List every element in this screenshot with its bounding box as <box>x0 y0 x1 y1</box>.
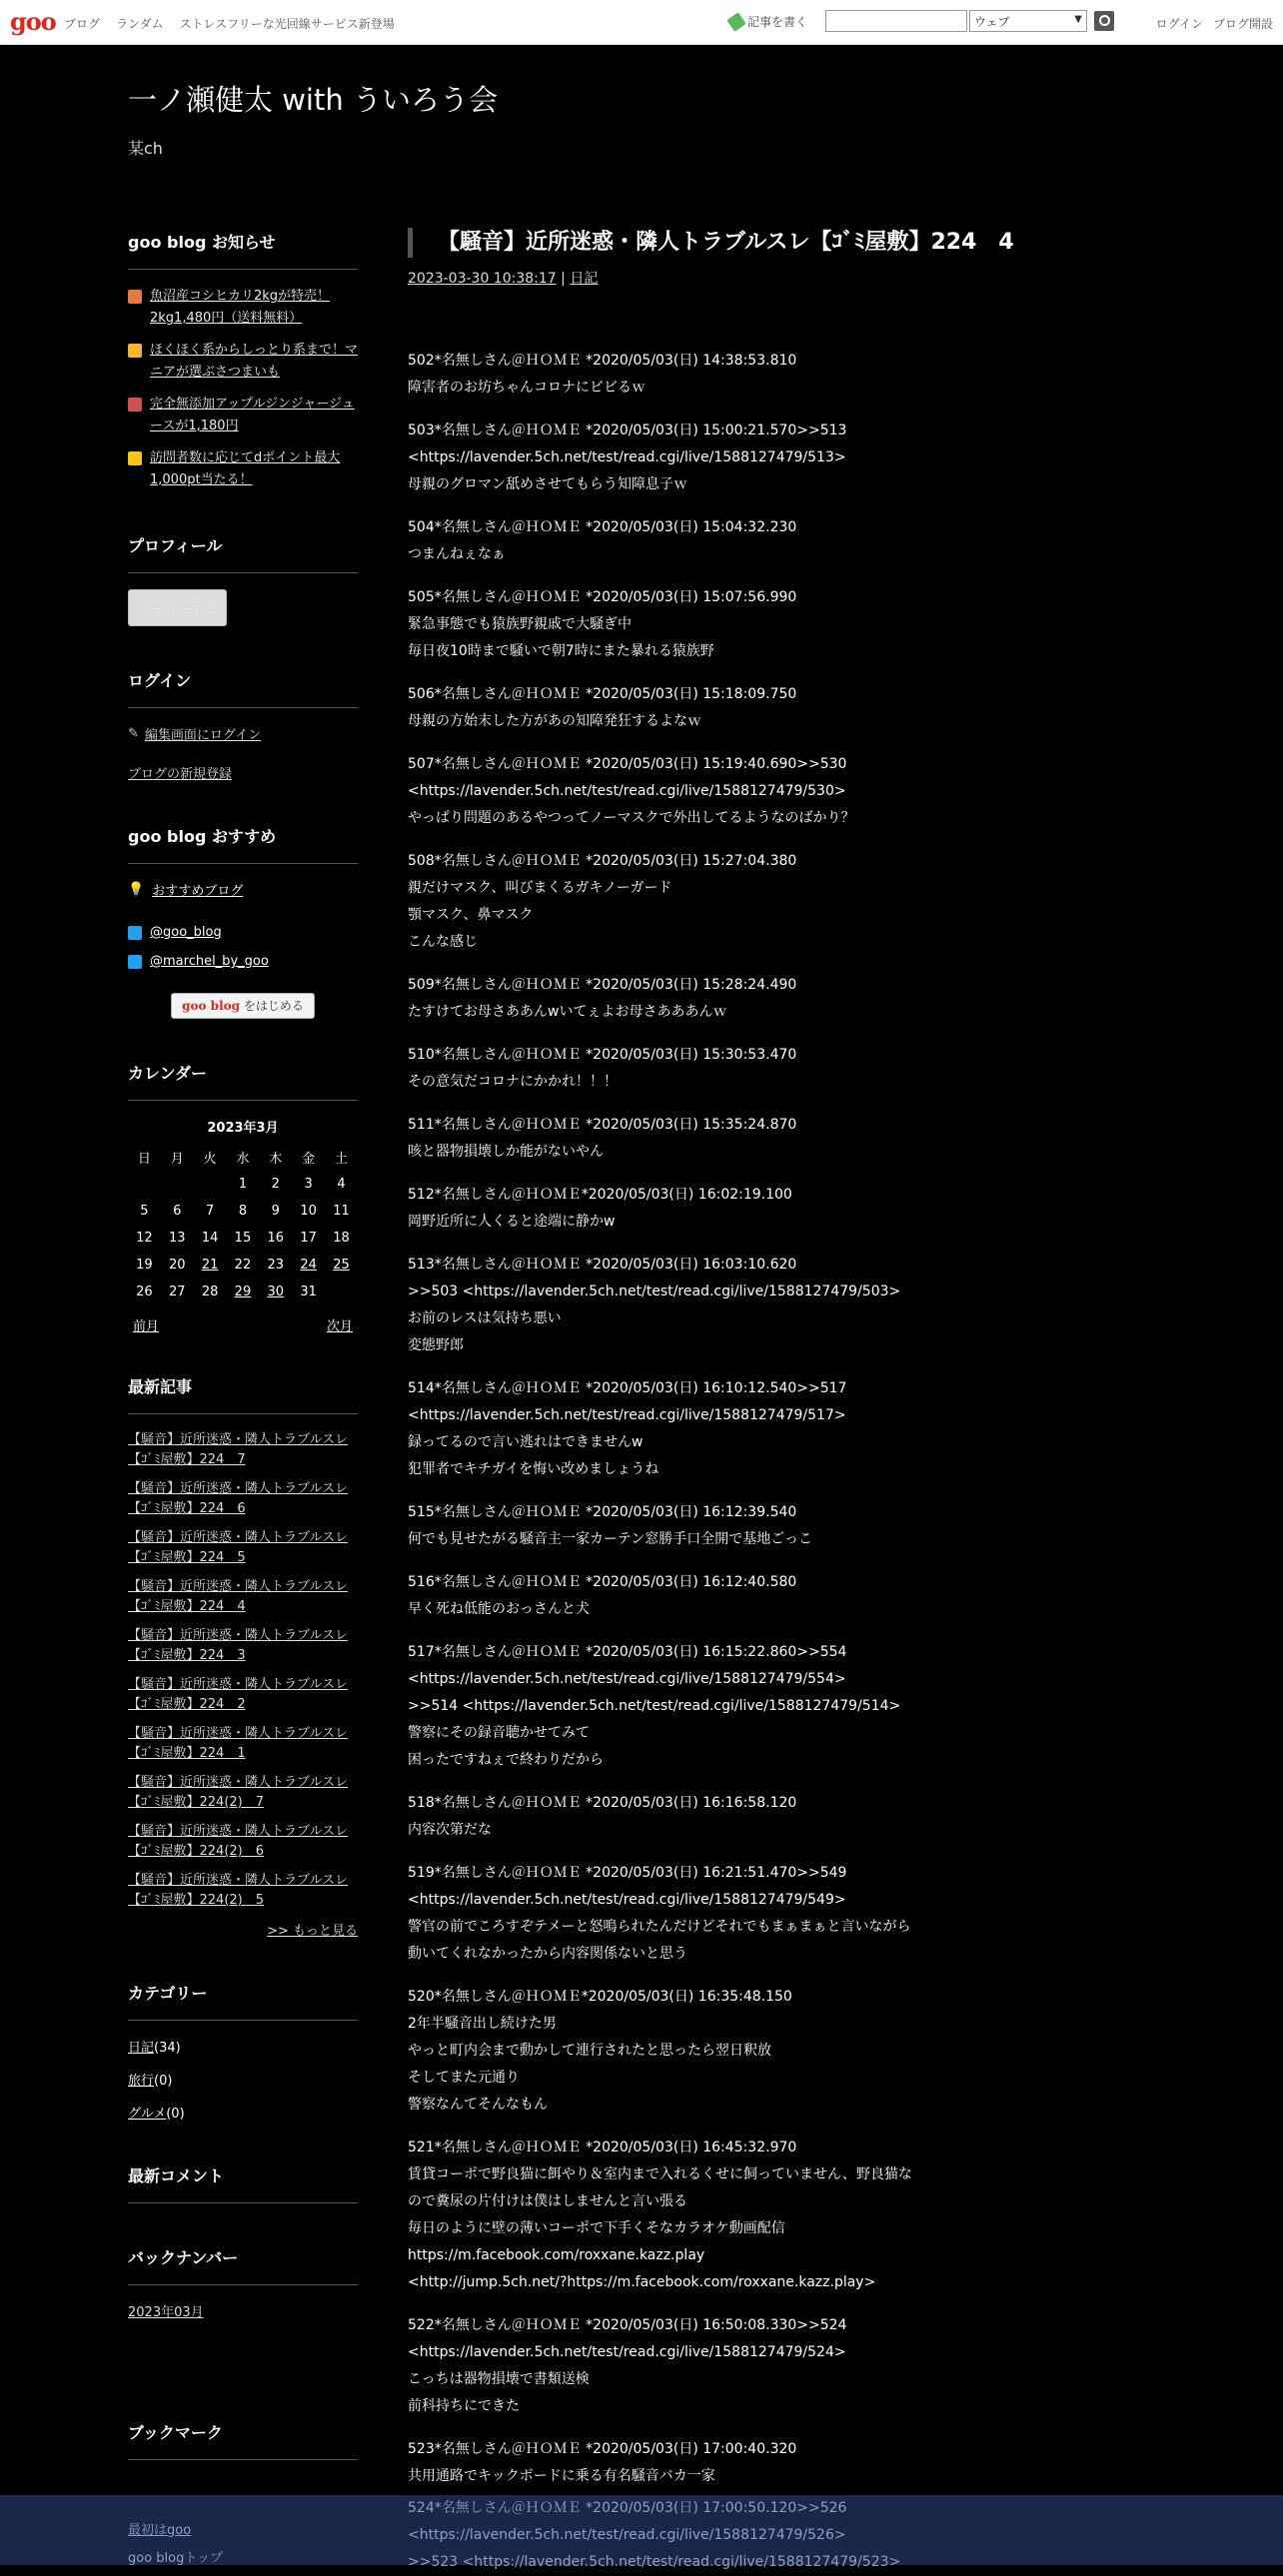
response-line: 岡野近所に人くると途端に静かw <box>408 1214 616 1230</box>
twitter-goo-blog-link[interactable]: @goo_blog <box>150 925 222 940</box>
calendar-day <box>194 1171 227 1198</box>
calendar-day <box>161 1171 194 1198</box>
sidebar <box>128 230 358 2502</box>
response-header: 507*名無しさん＠ＨＯＭＥ *2020/05/03(日) 15:19:40.690>>530 <box>408 756 847 772</box>
calendar-day: 12 <box>136 1231 153 1246</box>
comments-heading: 最新コメント <box>128 2163 358 2203</box>
response-line: <http://jump.5ch.net/?https://m.facebook.com/roxxane.kazz.play> <box>408 2274 876 2290</box>
recent-article-link[interactable]: 【騒音】近所迷惑・隣人トラブルスレ【ｺﾞﾐ屋敷】224(2) 6 <box>128 1824 349 1859</box>
calendar-day: 27 <box>168 1285 186 1299</box>
response-block <box>408 1112 1027 1166</box>
recent-article-link[interactable]: 【騒音】近所迷惑・隣人トラブルスレ【ｺﾞﾐ屋敷】224 1 <box>128 1726 349 1761</box>
response-header: 514*名無しさん＠ＨＯＭＥ *2020/05/03(日) 16:10:12.540>>517 <box>408 1380 847 1396</box>
response-block <box>408 848 1027 956</box>
calendar-day: 7 <box>205 1204 215 1219</box>
response-block <box>408 584 1027 665</box>
response-line: やっぱり問題のあるやつってノーマスクで外出してるようなのばかり？ <box>408 810 855 826</box>
response-line: <https://lavender.5ch.net/test/read.cgi/live/1588127479/524> <box>408 2344 846 2360</box>
login-heading: ログイン <box>128 668 358 708</box>
bookmark-link[interactable]: goo blogトップ <box>128 2551 223 2566</box>
nav-random[interactable]: ランダム <box>116 17 164 31</box>
response-header: 509*名無しさん＠ＨＯＭＥ *2020/05/03(日) 15:28:24.490 <box>408 977 797 993</box>
weekday-label: 金 <box>302 1152 316 1167</box>
response-line: 賃貸コーポで野良猫に餌やり＆室内まで入れるくせに飼っていません、野良猫な <box>408 2166 912 2182</box>
response-line: その意気だコロナにかかれ！！！ <box>408 1074 618 1090</box>
response-header: 502*名無しさん＠ＨＯＭＥ *2020/05/03(日) 14:38:53.810 <box>408 353 797 369</box>
recent-heading: 最新記事 <box>128 1374 358 1414</box>
calendar-day: 3 <box>304 1177 313 1192</box>
response-line: 毎日夜10時まで騒いで朝7時にまた暴れる猿族野 <box>408 643 714 659</box>
calendar <box>128 1117 358 1305</box>
category-count: (34) <box>154 2041 181 2056</box>
calendar-heading: カレンダー <box>128 1061 358 1101</box>
response-line: >>514 <https://lavender.5ch.net/test/read.cgi/live/1588127479/514> <box>408 1698 901 1714</box>
response-line: やっと町内会まで動かして連行されたと思ったら翌日釈放 <box>408 2043 771 2059</box>
response-block <box>408 2312 1027 2420</box>
response-line: つまんねぇなぁ <box>408 546 506 562</box>
recent-article-link[interactable]: 【騒音】近所迷惑・隣人トラブルスレ【ｺﾞﾐ屋敷】224 7 <box>128 1432 349 1467</box>
calendar-day: 16 <box>267 1231 285 1246</box>
response-block <box>408 1252 1027 1359</box>
response-header: 517*名無しさん＠ＨＯＭＥ *2020/05/03(日) 16:15:22.860>>554 <box>408 1644 847 1660</box>
calendar-day: 9 <box>271 1204 280 1219</box>
category-count: (0) <box>154 2074 173 2089</box>
calendar-caption: 2023年3月 <box>207 1121 279 1136</box>
bookmark-heading: ブックマーク <box>128 2420 358 2460</box>
lightbulb-icon: 💡 <box>128 882 145 897</box>
response-block <box>408 1042 1027 1096</box>
response-block <box>408 2436 1027 2490</box>
response-header: 519*名無しさん＠ＨＯＭＥ *2020/05/03(日) 16:21:51.470>>549 <box>408 1865 847 1881</box>
overlaid-response <box>408 2495 900 2576</box>
response-line: >>523 <https://lavender.5ch.net/test/read.cgi/live/1588127479/523> <box>408 2554 901 2570</box>
response-block <box>408 2135 1027 2296</box>
search-icon[interactable] <box>1094 11 1114 31</box>
recent-article-link[interactable]: 【騒音】近所迷惑・隣人トラブルスレ【ｺﾞﾐ屋敷】224 3 <box>128 1628 349 1663</box>
response-line: 早く死ね低能のおっさんと犬 <box>408 1601 590 1617</box>
response-header: 512*名無しさん＠ＨＯＭＥ*2020/05/03(日) 16:02:19.100 <box>408 1187 792 1203</box>
news-link[interactable]: 魚沼産コシヒカリ2kgが特売！2kg1,480円（送料無料） <box>150 289 331 326</box>
article-title[interactable]: 【騒音】近所迷惑・隣人トラブルスレ【ｺﾞﾐ屋敷】224 4 <box>408 228 1027 258</box>
goo-blog-brand: goo blog <box>182 999 241 1013</box>
response-line: 母親の方始末した方があの知障発狂するよなｗ <box>408 713 701 729</box>
calendar-day: 15 <box>234 1231 252 1246</box>
response-header: 506*名無しさん＠ＨＯＭＥ *2020/05/03(日) 15:18:09.750 <box>408 686 797 702</box>
response-header: 510*名無しさん＠ＨＯＭＥ *2020/05/03(日) 15:30:53.470 <box>408 1047 797 1063</box>
response-header: 522*名無しさん＠ＨＯＭＥ *2020/05/03(日) 16:50:08.330>>524 <box>408 2317 847 2333</box>
response-header: 508*名無しさん＠ＨＯＭＥ *2020/05/03(日) 15:27:04.380 <box>408 853 797 869</box>
response-line: 内容次第だな <box>408 1822 492 1838</box>
response-header: 518*名無しさん＠ＨＯＭＥ *2020/05/03(日) 16:16:58.120 <box>408 1795 797 1811</box>
calendar-day[interactable]: 21 <box>201 1258 219 1273</box>
response-block <box>408 1984 1027 2119</box>
response-header: 516*名無しさん＠ＨＯＭＥ *2020/05/03(日) 16:12:40.580 <box>408 1574 797 1590</box>
recent-article-link[interactable]: 【騒音】近所迷惑・隣人トラブルスレ【ｺﾞﾐ屋敷】224 2 <box>128 1677 349 1712</box>
response-line: ので糞尿の片付けは僕はしませんと言い張る <box>408 2193 687 2209</box>
calendar-day: 1 <box>238 1177 248 1192</box>
response-line: https://m.facebook.com/roxxane.kazz.play <box>408 2247 705 2263</box>
calendar-day: 6 <box>173 1204 182 1219</box>
profile-heading: プロフィール <box>128 533 358 573</box>
response-block <box>408 1182 1027 1236</box>
response-block <box>408 1860 1027 1968</box>
news-item[interactable] <box>128 286 358 330</box>
article-body <box>408 348 1027 2490</box>
response-line: 2年半騒音出し続けた男 <box>408 2016 557 2032</box>
response-line: <https://lavender.5ch.net/test/read.cgi/live/1588127479/513> <box>408 449 846 465</box>
calendar-day[interactable]: 30 <box>267 1285 285 1299</box>
weekday-label: 土 <box>335 1152 349 1167</box>
recommend-blog-link[interactable]: おすすめブログ <box>152 884 244 899</box>
calendar-day: 17 <box>300 1231 317 1246</box>
response-block <box>408 1790 1027 1844</box>
calendar-day[interactable]: 24 <box>300 1258 317 1273</box>
response-line: たすけてお母さああんwいてぇよお母さあああんｗ <box>408 1004 727 1020</box>
search-scope-value: ウェブ <box>974 15 1010 29</box>
calendar-day: 19 <box>136 1258 153 1273</box>
response-block <box>408 1499 1027 1553</box>
calendar-day: 23 <box>267 1258 285 1273</box>
category-item[interactable] <box>128 2037 358 2056</box>
star-icon <box>128 451 142 465</box>
category-heading: カテゴリー <box>128 1981 358 2021</box>
nav-blog[interactable]: ブログ <box>64 17 101 31</box>
twitter-marchel-link[interactable]: @marchel_by_goo <box>150 954 269 969</box>
start-goo-blog-label: をはじめる <box>243 999 304 1013</box>
response-header: 521*名無しさん＠ＨＯＭＥ *2020/05/03(日) 16:45:32.970 <box>408 2140 797 2155</box>
response-line: 顎マスク、鼻マスク <box>408 907 534 923</box>
weekday-label: 水 <box>236 1152 250 1167</box>
open-blog-link[interactable]: ブログ開設 <box>1212 17 1273 31</box>
response-line: お前のレスは気持ち悪い <box>408 1310 562 1326</box>
nav-promo[interactable]: ストレスフリーな光回線サービス新登場 <box>179 17 395 31</box>
article-meta <box>408 268 1027 288</box>
calendar-day[interactable]: 25 <box>333 1258 350 1273</box>
weekday-label: 木 <box>269 1152 283 1167</box>
response-line: >>503 <https://lavender.5ch.net/test/read.cgi/live/1588127479/503> <box>408 1284 901 1299</box>
response-block <box>408 1569 1027 1623</box>
response-block <box>408 1639 1027 1774</box>
start-goo-blog-button[interactable] <box>171 993 315 1019</box>
category-count: (0) <box>166 2107 185 2122</box>
weekday-label: 火 <box>203 1152 217 1167</box>
blog-title[interactable]: 一ノ瀬健太 with ういろう会 <box>128 83 498 117</box>
category-item[interactable] <box>128 2103 358 2122</box>
calendar-day: 11 <box>333 1204 350 1219</box>
response-line: 警察なんてそんなもん <box>408 2097 548 2113</box>
news-heading: goo blog お知らせ <box>128 230 358 270</box>
calendar-day: 8 <box>238 1204 248 1219</box>
edit-login-link[interactable]: 編集画面にログイン <box>144 728 262 743</box>
calendar-day: 14 <box>201 1231 219 1246</box>
response-line: そしてまた元通り <box>408 2070 520 2086</box>
response-line: <https://lavender.5ch.net/test/read.cgi/live/1588127479/549> <box>408 1892 846 1908</box>
pencil-icon <box>726 12 745 31</box>
twitter-icon <box>128 926 142 940</box>
response-block <box>408 972 1027 1026</box>
search-input[interactable] <box>825 10 967 32</box>
login-link[interactable]: ログイン <box>1155 17 1203 31</box>
response-line: 変態野郎 <box>408 1337 464 1353</box>
bookmark-link[interactable]: 最初はgoo <box>128 2523 192 2538</box>
calendar-day: 31 <box>300 1285 317 1299</box>
response-line: <https://lavender.5ch.net/test/read.cgi/live/1588127479/517> <box>408 1407 846 1423</box>
calendar-day[interactable]: 29 <box>234 1285 252 1299</box>
response-line: <https://lavender.5ch.net/test/read.cgi/live/1588127479/530> <box>408 783 846 799</box>
response-line: 録ってるので言い逃れはできませんw <box>408 1434 643 1450</box>
response-line: 前科持ちにできた <box>408 2398 520 2414</box>
response-line: 警官の前でころすぞテメーと怒鳴られたんだけどそれでもまぁまぁと言いながら <box>408 1919 911 1935</box>
news-link[interactable]: ほくほく系からしっとり系まで！マニアが選ぶさつまいも <box>150 343 359 380</box>
recent-article-link[interactable]: 【騒音】近所迷惑・隣人トラブルスレ【ｺﾞﾐ屋敷】224 4 <box>128 1579 349 1614</box>
pencil-icon: ✎ <box>128 726 139 741</box>
weekday-label: 月 <box>170 1152 184 1167</box>
rice-icon <box>128 290 142 304</box>
backnumber-heading: バックナンバー <box>128 2245 358 2285</box>
follow-button[interactable]: フォローする <box>128 589 227 626</box>
more-link[interactable]: >> もっと見る <box>267 1924 358 1939</box>
news-link[interactable]: 完全無添加アップルジンジャージュースが1,180円 <box>150 397 355 433</box>
response-block <box>408 1375 1027 1483</box>
recent-article-link[interactable]: 【騒音】近所迷惑・隣人トラブルスレ【ｺﾞﾐ屋敷】224 6 <box>128 1481 349 1516</box>
twitter-icon <box>128 955 142 969</box>
response-block <box>408 514 1027 568</box>
calendar-day: 28 <box>201 1285 219 1299</box>
news-item[interactable] <box>128 447 358 491</box>
category-link[interactable]: 日記 <box>128 2041 155 2056</box>
category-item[interactable] <box>128 2070 358 2089</box>
goo-header-bar <box>0 0 1283 45</box>
response-line: 親だけマスク、叫びまくるガキノーガード <box>408 880 672 896</box>
response-header: 505*名無しさん＠ＨＯＭＥ *2020/05/03(日) 15:07:56.990 <box>408 589 797 605</box>
response-line: <https://lavender.5ch.net/test/read.cgi/live/1588127479/554> <box>408 1671 846 1687</box>
article-date-link[interactable]: 2023-03-30 10:38:17 <box>408 271 557 287</box>
response-block <box>408 348 1027 402</box>
news-item[interactable] <box>128 394 358 437</box>
category-link[interactable]: 旅行 <box>128 2074 155 2089</box>
next-month-link[interactable]: 次月 <box>326 1319 353 1334</box>
meta-separator: | <box>556 271 571 287</box>
response-header: 524*名無しさん＠ＨＯＭＥ *2020/05/03(日) 17:00:50.120>>526 <box>408 2500 847 2516</box>
news-item[interactable] <box>128 340 358 384</box>
recent-article-link[interactable]: 【騒音】近所迷惑・隣人トラブルスレ【ｺﾞﾐ屋敷】224(2) 7 <box>128 1775 349 1810</box>
top-nav <box>64 15 395 32</box>
response-line: <https://lavender.5ch.net/test/read.cgi/live/1588127479/526> <box>408 2527 846 2543</box>
write-article-link[interactable] <box>729 13 807 30</box>
response-block <box>408 681 1027 735</box>
calendar-day: 26 <box>136 1285 153 1299</box>
backnumber-link[interactable]: 2023年03月 <box>128 2305 204 2320</box>
article <box>408 228 1027 2506</box>
prev-month-link[interactable]: 前月 <box>133 1319 160 1334</box>
category-link[interactable]: グルメ <box>128 2107 167 2122</box>
response-line: 困ったですねぇで終わりだから <box>408 1752 604 1768</box>
response-block <box>408 418 1027 498</box>
calendar-day: 10 <box>300 1204 317 1219</box>
search-scope-select[interactable] <box>969 10 1087 32</box>
response-header: 523*名無しさん＠ＨＯＭＥ *2020/05/03(日) 17:00:40.320 <box>408 2441 797 2457</box>
recent-article-link[interactable]: 【騒音】近所迷惑・隣人トラブルスレ【ｺﾞﾐ屋敷】224(2) 5 <box>128 1873 349 1908</box>
response-header: 515*名無しさん＠ＨＯＭＥ *2020/05/03(日) 16:12:39.540 <box>408 1504 797 1520</box>
recent-article-link[interactable]: 【騒音】近所迷惑・隣人トラブルスレ【ｺﾞﾐ屋敷】224 5 <box>128 1530 349 1565</box>
response-line: こんな感じ <box>408 934 478 950</box>
response-line: 毎日のように壁の薄いコーポで下手くそなカラオケ動画配信 <box>408 2220 785 2236</box>
response-header: 520*名無しさん＠ＨＯＭＥ*2020/05/03(日) 16:35:48.150 <box>408 1989 792 2005</box>
response-header: 513*名無しさん＠ＨＯＭＥ *2020/05/03(日) 16:03:10.620 <box>408 1257 797 1273</box>
response-line: 犯罪者でキチガイを悔い改めましょうね <box>408 1461 659 1477</box>
response-line: 母親のグロマン舐めさせてもらう知障息子ｗ <box>408 476 687 492</box>
calendar-day: 2 <box>271 1177 280 1192</box>
response-header: 504*名無しさん＠ＨＯＭＥ *2020/05/03(日) 15:04:32.230 <box>408 519 797 535</box>
calendar-day <box>325 1279 358 1305</box>
response-line: こっちは器物損壊で書類送検 <box>408 2371 590 2387</box>
weekday-label: 日 <box>137 1152 151 1167</box>
new-blog-link[interactable]: ブログの新規登録 <box>128 767 233 782</box>
calendar-day: 4 <box>337 1177 346 1192</box>
chevron-down-icon: ▼ <box>1074 14 1082 25</box>
response-line: 動いてくれなかったから内容関係ないと思う <box>408 1946 687 1962</box>
response-line: 咳と器物損壊しか能がないやん <box>408 1144 604 1160</box>
response-line: 共用通路でキックボードに乗る有名騒音バカ一家 <box>408 2468 715 2484</box>
calendar-day <box>128 1171 161 1198</box>
article-category-link[interactable]: 日記 <box>570 271 599 287</box>
response-header: 503*名無しさん＠ＨＯＭＥ *2020/05/03(日) 15:00:21.570>>513 <box>408 423 847 438</box>
response-block <box>408 751 1027 832</box>
response-line: 緊急事態でも猿族野親戚で大騒ぎ中 <box>408 616 632 632</box>
write-article-label: 記事を書く <box>747 15 808 29</box>
calendar-day: 13 <box>168 1231 186 1246</box>
goo-logo[interactable]: goo <box>10 7 56 36</box>
blog-description: 某ch <box>128 139 163 158</box>
response-line: 何でも見せたがる騒音主一家カーテン窓勝手口全開で基地ごっこ <box>408 1531 813 1547</box>
news-link[interactable]: 訪問者数に応じてdポイント最大1,000pt当たる！ <box>150 450 341 487</box>
response-line: 警察にその録音聴かせてみて <box>408 1725 590 1741</box>
response-header: 511*名無しさん＠ＨＯＭＥ *2020/05/03(日) 15:35:24.870 <box>408 1117 797 1133</box>
recommend-heading: goo blog おすすめ <box>128 824 358 864</box>
calendar-day: 5 <box>140 1204 149 1219</box>
juice-icon <box>128 398 142 412</box>
calendar-day: 18 <box>333 1231 350 1246</box>
calendar-day: 20 <box>168 1258 186 1273</box>
calendar-day: 22 <box>234 1258 252 1273</box>
response-line: 障害者のお坊ちゃんコロナにビビるｗ <box>408 380 645 396</box>
sweet-potato-icon <box>128 344 142 358</box>
